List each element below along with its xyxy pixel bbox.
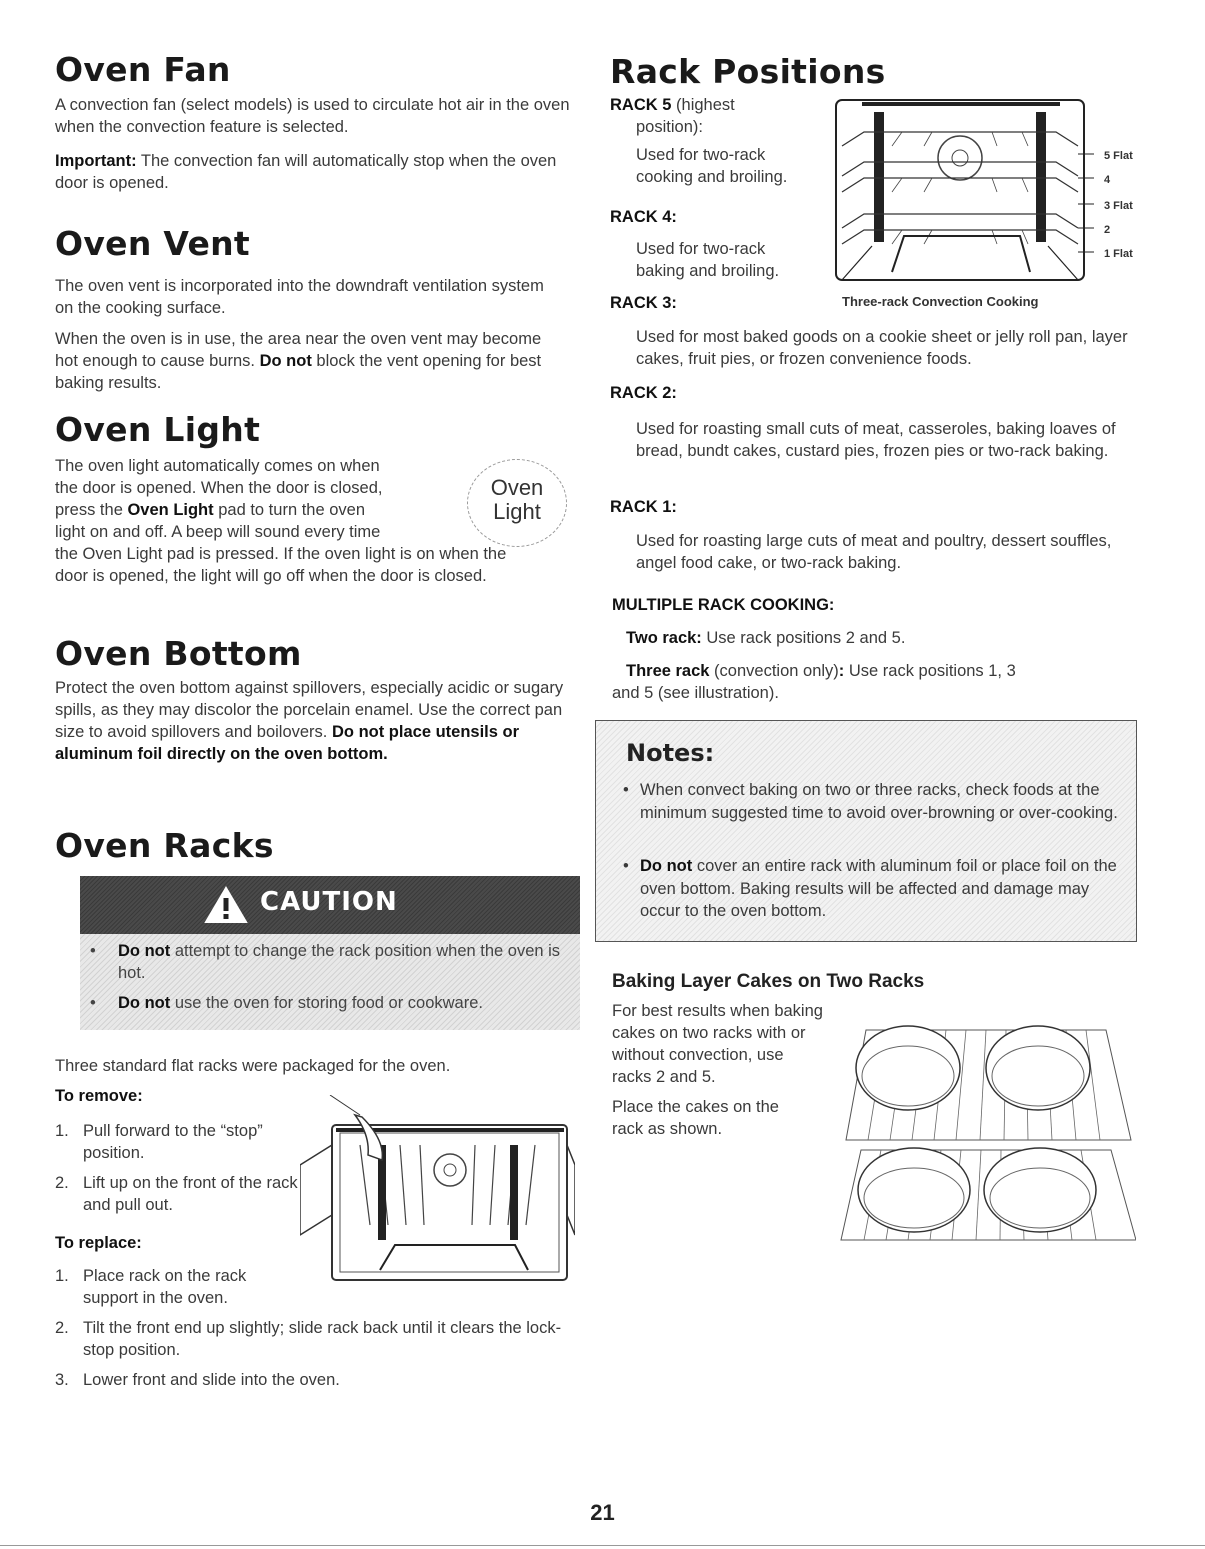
layer-cakes-line: without convection, use	[612, 1046, 784, 1064]
note-text-b: cover an entire rack with aluminum foil or place foil on the oven bottom. Baking results will be affected and damage may occur to the oven bottom.	[640, 857, 1117, 920]
rack3-label: RACK 3:	[610, 294, 677, 312]
rack-label-1: 1 Flat	[1104, 248, 1133, 260]
list-item	[55, 1172, 305, 1216]
to-replace-title: To replace:	[55, 1234, 142, 1252]
oven-bottom-text-a: Protect the oven bottom against spillovers, especially acidic or sugary spills, as they may discolor the porcelain enamel. Use the correct pan size to avoid spillovers and boilovers.	[55, 679, 564, 741]
oven-bottom-warning: Do not place utensils or aluminum foil directly on the oven bottom.	[55, 723, 520, 763]
page-number: 21	[590, 1500, 615, 1525]
step-text: Tilt the front end up slightly; slide rack back until it clears the lock-stop position.	[83, 1319, 562, 1359]
remove-steps	[55, 1120, 305, 1216]
vent-warning-text-a: When the oven is in use, the area near the oven vent may become hot enough to cause burns.	[55, 330, 542, 370]
step-text: Lower front and slide into the oven.	[83, 1371, 340, 1389]
oven-light-line: the door is opened. When the door is closed,	[55, 479, 383, 497]
bullet: •	[623, 857, 629, 875]
layer-cakes-title: Baking Layer Cakes on Two Racks	[612, 971, 925, 992]
bullet: •	[623, 781, 629, 799]
oven-light-pad	[467, 459, 567, 547]
caution-title: CAUTION	[260, 887, 398, 917]
step-number: 2.	[55, 1319, 69, 1337]
oven-light-pad-ref: Oven Light	[127, 501, 214, 519]
three-rack-text: Use rack positions 1, 3	[844, 662, 1016, 680]
rack-label-4: 4	[1104, 174, 1111, 186]
rack4-block	[610, 238, 830, 282]
oven-racks-intro: Three standard flat racks were packaged for the oven.	[55, 1057, 451, 1075]
important-label: Important:	[55, 152, 137, 170]
multiple-rack-title: MULTIPLE RACK COOKING:	[612, 596, 835, 614]
vent-warning-text-b: block the vent opening for best baking results.	[55, 352, 542, 392]
rack5-block	[610, 94, 830, 188]
three-rack-text: (convection only)	[709, 662, 839, 680]
oven-fan-title: Oven Fan	[55, 50, 231, 89]
oven-light-title: Oven Light	[55, 410, 261, 449]
oven-bottom-title: Oven Bottom	[55, 634, 302, 673]
rack5-text: cooking and broiling.	[636, 168, 788, 186]
step-text: Lift up on the front of the rack and pull out.	[83, 1174, 298, 1214]
oven-vent-title: Oven Vent	[55, 224, 251, 263]
to-remove-title: To remove:	[55, 1087, 143, 1105]
caution-item-text	[90, 992, 570, 1014]
rack-positions-title: Rack Positions	[610, 52, 886, 91]
step-text: Pull forward to the “stop” position.	[83, 1122, 263, 1162]
caution-text: use the oven for storing food or cookware.	[170, 994, 483, 1012]
three-rack-label: Three rack	[626, 662, 710, 680]
oven-fan-text: A convection fan (select models) is used to circulate hot air in the oven when the convection feature is selected.	[55, 96, 570, 136]
warning-triangle-icon	[204, 886, 248, 924]
layer-cakes-line: racks 2 and 5.	[612, 1068, 716, 1086]
rack5-paren: (highest	[671, 96, 735, 114]
two-rack-label: Two rack:	[626, 629, 702, 647]
step-number: 1.	[55, 1122, 69, 1140]
note-text	[623, 855, 1123, 923]
caution-text: attempt to change the rack position when the oven is hot.	[118, 942, 561, 982]
notes-title: Notes:	[626, 739, 715, 767]
caution-do-not: Do not	[118, 994, 171, 1012]
layer-cakes-illustration	[826, 1010, 1136, 1245]
rack4-text: baking and broiling.	[636, 262, 780, 280]
caution-item	[90, 992, 570, 1014]
rack1-text: Used for roasting large cuts of meat and poultry, dessert souffles, angel food cake, or two-rack baking.	[636, 532, 1112, 572]
list-item	[55, 1120, 305, 1164]
bullet: •	[90, 942, 96, 960]
rack5-label: RACK 5	[610, 96, 672, 114]
three-rack-text-2: and 5 (see illustration).	[612, 684, 779, 702]
two-rack-line	[626, 627, 905, 649]
rack2-label: RACK 2:	[610, 384, 677, 402]
oven-light-line: light on and off. A beep will sound every time	[55, 523, 381, 541]
layer-cakes-line: rack as shown.	[612, 1120, 723, 1138]
note-do-not: Do not	[640, 857, 693, 875]
step-number: 3.	[55, 1371, 69, 1389]
two-rack-text: Use rack positions 2 and 5.	[701, 629, 906, 647]
important-text: The convection fan will automatically stop when the oven door is opened.	[55, 152, 557, 192]
rack-label-5: 5 Flat	[1104, 150, 1133, 162]
oven-bottom-text	[55, 677, 575, 765]
caution-item	[90, 940, 570, 984]
step-number: 2.	[55, 1174, 69, 1192]
rack-label-3: 3 Flat	[1104, 200, 1133, 212]
oven-fan-important	[55, 150, 575, 194]
step-text: Place rack on the rack support in the oven.	[83, 1267, 247, 1307]
vent-warning-bold: Do not	[259, 352, 312, 370]
oven-light-line: door is opened, the light will go off when the door is closed.	[55, 567, 487, 585]
bullet: •	[90, 994, 96, 1012]
oven-light-line: The oven light automatically comes on when	[55, 457, 380, 475]
diagram-caption: Three-rack Convection Cooking	[842, 294, 1039, 309]
three-rack-line	[626, 660, 1106, 682]
caution-box	[80, 876, 580, 1030]
rack1-label: RACK 1:	[610, 498, 677, 516]
bottom-rule	[0, 1545, 1205, 1546]
rack5-text: Used for two-rack	[636, 146, 766, 164]
caution-header	[80, 876, 580, 934]
caution-do-not: Do not	[118, 942, 171, 960]
oven-light-line: the Oven Light pad is pressed. If the oven light is on when the	[55, 545, 507, 563]
step-number: 1.	[55, 1267, 69, 1285]
oven-vent-warning	[55, 328, 555, 394]
rack-removal-illustration	[300, 1095, 575, 1285]
oven-vent-text: The oven vent is incorporated into the downdraft ventilation system on the cooking surface.	[55, 277, 544, 317]
caution-item-text	[90, 940, 570, 984]
oven-racks-title: Oven Racks	[55, 826, 274, 865]
three-rack-colon: :	[838, 662, 845, 680]
layer-cakes-line: Place the cakes on the	[612, 1098, 779, 1116]
rack4-text: Used for two-rack	[636, 240, 766, 258]
oven-light-pad-line1: Oven	[490, 475, 544, 500]
oven-light-line-b: pad to turn the oven	[213, 501, 366, 519]
layer-cakes-line: cakes on two racks with or	[612, 1024, 806, 1042]
rack2-text: Used for roasting small cuts of meat, casseroles, baking loaves of bread, bundt cakes, custard pies, frozen pies or two-rack baking.	[636, 420, 1116, 460]
layer-cakes-line: For best results when baking	[612, 1002, 823, 1020]
oven-light-pad-line2: Light	[493, 499, 541, 524]
note-item	[623, 779, 1123, 824]
rack-positions-diagram	[832, 96, 1096, 288]
note-item	[623, 855, 1123, 923]
rack3-text: Used for most baked goods on a cookie sheet or jelly roll pan, layer cakes, fruit pies, or frozen convenience foods.	[636, 328, 1128, 368]
list-item	[55, 1369, 565, 1391]
notes-box	[595, 720, 1137, 942]
list-item	[55, 1317, 565, 1361]
note-text: When convect baking on two or three racks, check foods at the minimum suggested time to avoid over-browning or over-cooking.	[640, 781, 1118, 822]
oven-light-line-a: press the	[55, 501, 128, 519]
rack5-paren2: position):	[636, 118, 703, 136]
list-item	[55, 1265, 303, 1309]
rack4-label: RACK 4:	[610, 208, 677, 226]
rack-label-2: 2	[1104, 224, 1111, 236]
